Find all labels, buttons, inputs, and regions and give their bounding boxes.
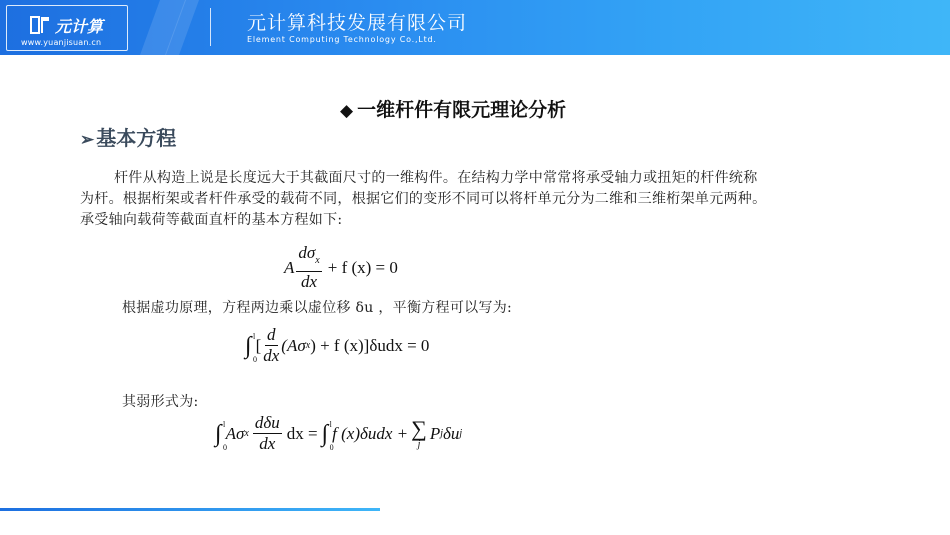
eq-bracket: [ (255, 335, 262, 355)
integral-lower-limit: 0 (223, 442, 227, 452)
arrow-bullet-icon: ➢ (80, 130, 95, 150)
integral-lower-limit: 0 (253, 354, 257, 364)
logo-mark-icon (29, 15, 51, 35)
equation-basic (284, 244, 398, 291)
integral-upper-limit: l (253, 331, 256, 341)
eq-term: dx = (286, 423, 318, 443)
eq-subscript: j (459, 428, 463, 439)
eq-term: f (x)δudx + (332, 423, 409, 443)
eq-term: (Aσ (281, 335, 306, 355)
section-heading (80, 122, 176, 151)
eq-subscript: x (305, 340, 311, 351)
logo-name: 元计算 (55, 17, 104, 36)
logo-url: www.yuanjisuan.cn (21, 38, 102, 47)
diamond-icon: ◆ (340, 101, 354, 121)
eq-rest: ) + f (x)]δudx = 0 (310, 335, 430, 355)
weak-form-text: 其弱形式为: (122, 394, 199, 410)
eq-subscript: x (244, 428, 249, 439)
integral-upper-limit: l (223, 419, 226, 429)
eq-denominator: dx (259, 434, 276, 453)
eq-fraction (253, 414, 282, 453)
footer-accent-line (0, 508, 380, 511)
paragraph-line: 为杆。根据桁架或者杆件承受的载荷不同，根据它们的变形不同可以将杆单元分为二维和三维桁架单元两种。 (80, 191, 767, 207)
eq-rest: + f (x) = 0 (327, 257, 398, 277)
integral-icon: ∫ l 0 (245, 331, 257, 364)
eq-numerator: dδu (254, 413, 280, 432)
eq-subscript: j (440, 428, 444, 439)
integral-lower-limit: 0 (329, 442, 334, 452)
eq-denominator: dx (301, 272, 318, 291)
intro-paragraph (80, 168, 942, 231)
eq-term: Aσ (225, 423, 245, 443)
integral-icon: ∫ l 0 (321, 419, 334, 452)
header-banner (0, 0, 950, 55)
slide-title-text: 一维杆件有限元理论分析 (357, 99, 567, 121)
eq-denominator: dx (263, 346, 280, 365)
equation-weak-form (215, 414, 462, 453)
eq-symbol: A (284, 257, 295, 277)
paragraph-line: 杆件从构造上说是长度远大于其截面尺寸的一维构件。在结构力学中常常将承受轴力或扭矩的杆件统称 (114, 170, 758, 186)
section-heading-text: 基本方程 (96, 126, 177, 150)
eq-term: P (429, 423, 441, 443)
eq-fraction (263, 326, 279, 365)
slide-title (340, 95, 566, 122)
sum-index: j (417, 438, 421, 450)
header-divider (210, 8, 211, 46)
eq-numerator: dσ (298, 243, 316, 262)
company-name-en: Element Computing Technology Co.,Ltd. (247, 35, 437, 44)
integral-upper-limit: l (329, 419, 332, 429)
eq-term: δu (443, 423, 460, 443)
company-logo[interactable] (6, 5, 128, 51)
paragraph-line: 承受轴向载荷等截面直杆的基本方程如下: (80, 212, 343, 228)
equation-virtual-work (245, 326, 429, 365)
eq-numerator: d (267, 325, 276, 344)
summation-icon: ∑ j (411, 415, 427, 450)
eq-subscript: x (315, 255, 320, 266)
eq-fraction (296, 244, 321, 291)
integral-icon: ∫ l 0 (215, 419, 227, 452)
company-name-cn: 元计算科技发展有限公司 (247, 12, 468, 34)
virtual-work-text: 根据虚功原理，方程两边乘以虚位移 δu ，平衡方程可以写为: (122, 300, 513, 316)
